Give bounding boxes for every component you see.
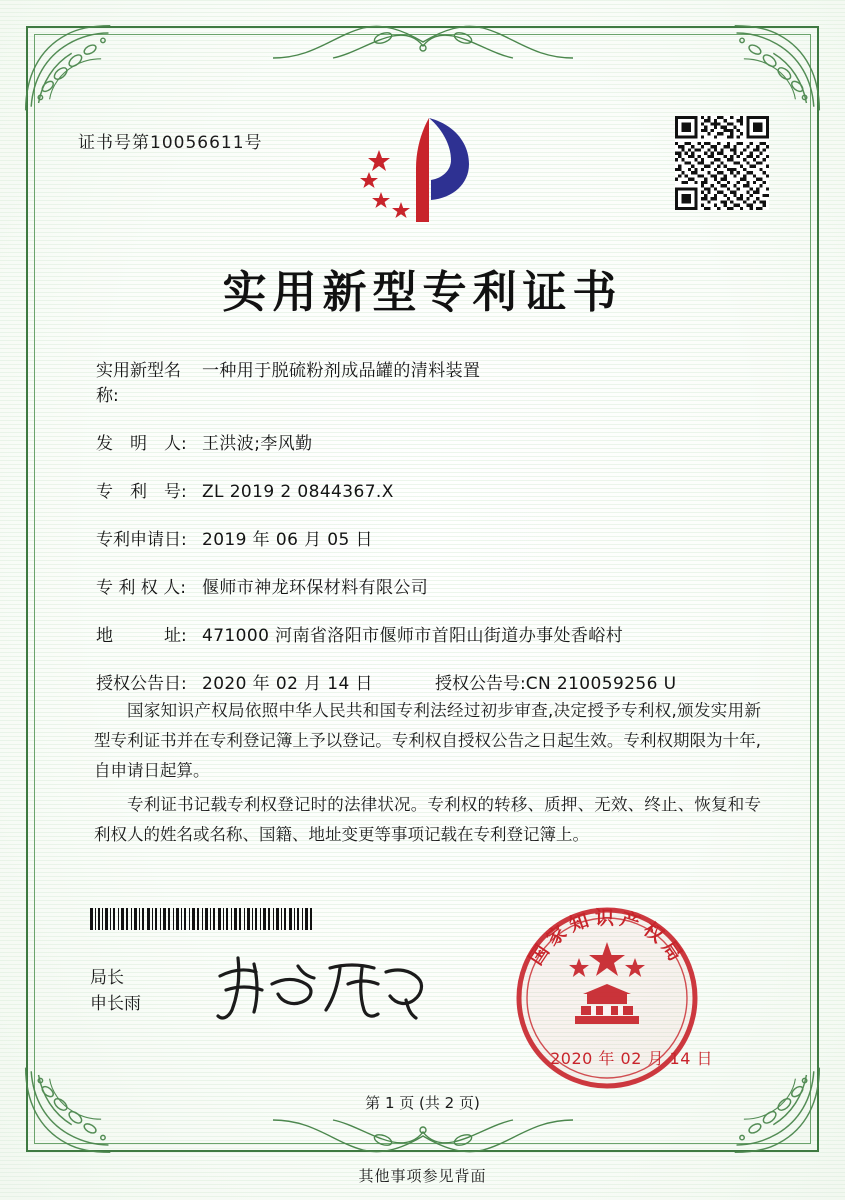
seal-date: 2020 年 02 月 14 日 — [550, 1049, 713, 1068]
field-row-patentee — [96, 573, 767, 598]
field-label: 地 址: — [96, 626, 187, 646]
cnipa-emblem-icon — [333, 110, 513, 230]
certificate-content — [60, 60, 785, 1130]
field-value: 471000 河南省洛阳市偃师市首阳山街道办事处香峪村 — [202, 626, 624, 646]
qr-code-icon — [675, 116, 769, 210]
page-title: 实用新型专利证书 — [222, 267, 623, 318]
top-flourish-icon — [273, 18, 573, 64]
signature-role-label: 局长 — [90, 968, 124, 988]
field-value-grant-date: 2020 年 02 月 14 日 — [202, 674, 373, 694]
field-label: 实用新型名称: — [96, 361, 181, 406]
field-value: 一种用于脱硫粉剂成品罐的清料装置 — [202, 361, 481, 381]
field-row-application-date — [96, 525, 767, 550]
field-row-grant-announcement — [96, 669, 767, 694]
field-value-grant-number: CN 210059256 U — [525, 674, 677, 694]
field-label-grant-number: 授权公告号: — [434, 674, 526, 694]
legal-text — [94, 696, 761, 854]
certificate-number: 证书号第10056611号 — [78, 133, 263, 153]
barcode-icon — [90, 908, 312, 930]
field-label: 发 明 人: — [96, 434, 187, 454]
field-label-grant-date: 授权公告日: — [96, 674, 187, 694]
field-row-invention-name — [96, 356, 767, 406]
handwritten-signature-icon — [210, 950, 430, 1024]
signature-block — [90, 965, 141, 1017]
signature-name-label: 申长雨 — [90, 994, 141, 1014]
field-value: 2019 年 06 月 05 日 — [202, 530, 373, 550]
field-list — [96, 356, 767, 717]
footnote: 其他事项参见背面 — [358, 1167, 487, 1185]
field-label: 专 利 号: — [96, 482, 187, 502]
field-row-address — [96, 621, 767, 646]
field-value: ZL 2019 2 0844367.X — [202, 482, 394, 502]
field-value: 王洪波;李风勤 — [202, 434, 313, 454]
field-value: 偃师市神龙环保材料有限公司 — [202, 578, 429, 598]
page-number: 第 1 页 (共 2 页) — [365, 1094, 480, 1112]
svg-text:国家知识产权局: 国家知识产权局 — [524, 907, 690, 970]
field-row-patent-number — [96, 477, 767, 502]
legal-paragraph-2: 专利证书记载专利权登记时的法律状况。专利权的转移、质押、无效、终止、恢复和专利权人的姓名或名称、国籍、地址变更等事项记载在专利登记簿上。 — [94, 795, 761, 844]
field-label: 专 利 权 人: — [96, 578, 186, 598]
legal-paragraph-1: 国家知识产权局依照中华人民共和国专利法经过初步审查,决定授予专利权,颁发实用新型专利证书并在专利登记簿上予以登记。专利权自授权公告之日起生效。专利权期限为十年,自申请日起算。 — [94, 701, 761, 780]
field-row-inventor — [96, 429, 767, 454]
field-label: 专利申请日: — [96, 530, 187, 550]
